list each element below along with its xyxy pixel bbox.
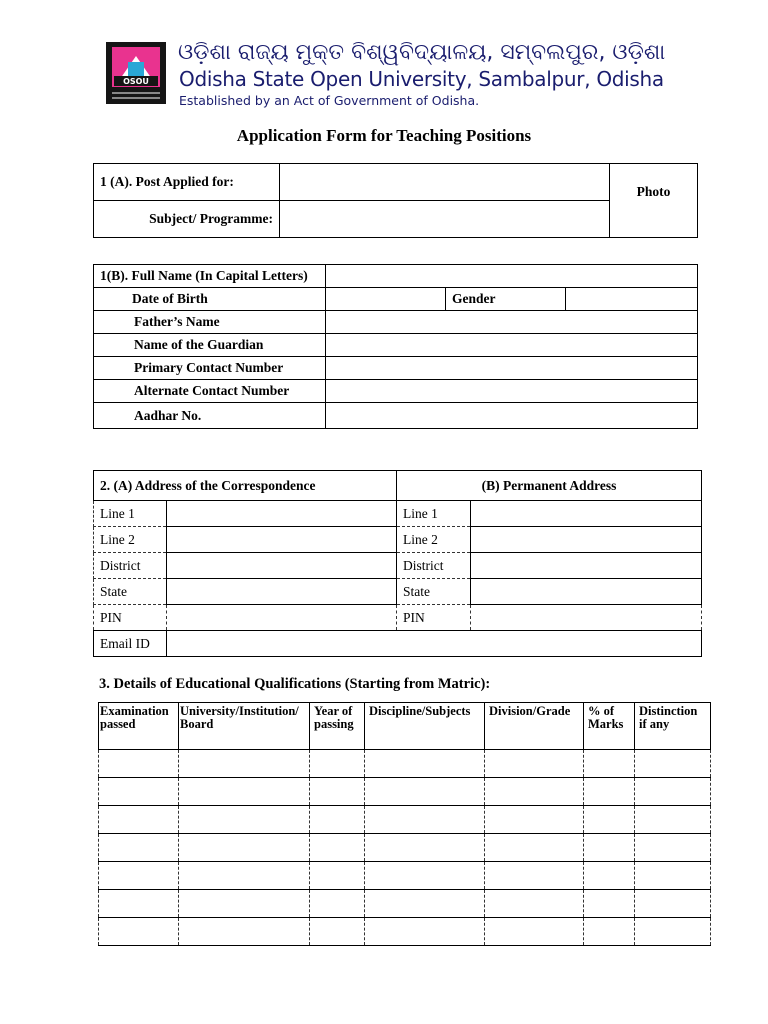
table-row [99,750,711,778]
table-row [99,778,711,806]
col-percent-marks: % of Marks [584,703,635,750]
full-name-label: 1(B). Full Name (In Capital Letters) [94,265,326,288]
perm-pin-field[interactable] [471,605,702,631]
perm-state-label: State [397,579,471,605]
table-row [99,806,711,834]
table-cell[interactable] [485,890,584,918]
personal-details-table [93,264,698,429]
university-established-line: Established by an Act of Government of Odisha. [179,93,480,108]
perm-line1-label: Line 1 [397,501,471,527]
table-cell[interactable] [635,862,711,890]
father-name-label: Father’s Name [94,311,326,334]
corr-district-field[interactable] [167,553,397,579]
gender-field[interactable] [566,288,698,311]
perm-line2-field[interactable] [471,527,702,553]
post-applied-table [93,163,698,238]
aadhar-label: Aadhar No. [94,403,326,429]
col-division-grade: Division/Grade [485,703,584,750]
table-cell[interactable] [365,918,485,946]
perm-district-label: District [397,553,471,579]
address-table [93,470,702,657]
corr-line2-field[interactable] [167,527,397,553]
perm-pin-label: PIN [397,605,471,631]
table-cell[interactable] [179,806,310,834]
table-row [99,834,711,862]
gender-label: Gender [446,288,566,311]
svg-text:OSOU: OSOU [123,77,149,86]
table-row [99,862,711,890]
table-cell[interactable] [179,890,310,918]
table-cell[interactable] [485,750,584,778]
table-cell[interactable] [584,862,635,890]
primary-contact-label: Primary Contact Number [94,357,326,380]
university-name-odia: ଓଡ଼ିଶା ରାଜ୍ୟ ମୁକ୍ତ ବିଶ୍ୱବିଦ୍ୟାଳୟ, ସମ୍ବଲପୁର, ଓଡ଼ିଶା [178,40,666,65]
table-cell[interactable] [635,918,711,946]
full-name-field[interactable] [326,265,698,288]
dob-field[interactable] [326,288,446,311]
table-cell[interactable] [179,862,310,890]
table-cell[interactable] [584,890,635,918]
subject-programme-field[interactable] [280,201,610,238]
permanent-address-heading: (B) Permanent Address [397,471,702,501]
col-distinction: Distinction if any [635,703,711,750]
table-cell[interactable] [485,918,584,946]
email-label: Email ID [94,631,167,657]
guardian-name-label: Name of the Guardian [94,334,326,357]
alternate-contact-label: Alternate Contact Number [94,380,326,403]
col-year-of-passing: Year of passing [310,703,365,750]
table-cell[interactable] [310,890,365,918]
table-cell[interactable] [485,806,584,834]
aadhar-field[interactable] [326,403,698,429]
table-cell[interactable] [635,778,711,806]
table-cell[interactable] [179,778,310,806]
table-cell[interactable] [584,778,635,806]
table-cell[interactable] [365,834,485,862]
table-row [99,890,711,918]
table-cell[interactable] [179,750,310,778]
table-cell[interactable] [635,890,711,918]
corr-state-label: State [94,579,167,605]
correspondence-address-heading: 2. (A) Address of the Correspondence [94,471,397,501]
table-cell[interactable] [365,890,485,918]
col-university: University/Institution/ Board [179,703,310,750]
table-cell[interactable] [310,862,365,890]
table-cell[interactable] [635,806,711,834]
table-cell[interactable] [485,778,584,806]
table-cell[interactable] [485,862,584,890]
perm-line1-field[interactable] [471,501,702,527]
table-cell[interactable] [310,778,365,806]
photo-label: Photo [636,184,671,199]
table-cell[interactable] [365,778,485,806]
alternate-contact-field[interactable] [326,380,698,403]
perm-state-field[interactable] [471,579,702,605]
post-applied-label: 1 (A). Post Applied for: [94,164,280,201]
perm-line2-label: Line 2 [397,527,471,553]
table-cell[interactable] [99,862,179,890]
table-cell[interactable] [365,806,485,834]
university-logo [106,42,166,104]
table-cell[interactable] [635,750,711,778]
col-examination-passed: Examination passed [99,703,179,750]
table-cell[interactable] [584,750,635,778]
perm-district-field[interactable] [471,553,702,579]
form-title: Application Form for Teaching Positions [236,126,532,145]
guardian-name-field[interactable] [326,334,698,357]
subject-programme-label: Subject/ Programme: [94,201,280,238]
table-cell[interactable] [310,750,365,778]
photo-box[interactable] [610,164,698,238]
email-field[interactable] [167,631,702,657]
table-cell[interactable] [310,918,365,946]
father-name-field[interactable] [326,311,698,334]
table-cell[interactable] [485,834,584,862]
table-cell[interactable] [99,918,179,946]
education-table [98,702,711,946]
table-cell[interactable] [99,778,179,806]
corr-district-label: District [94,553,167,579]
table-row [99,918,711,946]
table-cell[interactable] [99,806,179,834]
table-cell[interactable] [99,890,179,918]
post-applied-field[interactable] [280,164,610,201]
table-cell[interactable] [99,834,179,862]
corr-pin-label: PIN [94,605,167,631]
table-cell[interactable] [179,834,310,862]
table-cell[interactable] [635,834,711,862]
dob-label: Date of Birth [94,288,326,311]
corr-pin-field[interactable] [167,605,397,631]
corr-line1-label: Line 1 [94,501,167,527]
corr-line2-label: Line 2 [94,527,167,553]
table-cell[interactable] [584,834,635,862]
table-cell[interactable] [584,806,635,834]
table-cell[interactable] [99,750,179,778]
corr-line1-field[interactable] [167,501,397,527]
university-name-english: Odisha State Open University, Sambalpur, Odisha [179,67,664,91]
primary-contact-field[interactable] [326,357,698,380]
table-cell[interactable] [584,918,635,946]
table-cell[interactable] [310,834,365,862]
table-cell[interactable] [365,750,485,778]
table-cell[interactable] [179,918,310,946]
table-cell[interactable] [310,806,365,834]
col-discipline: Discipline/Subjects [365,703,485,750]
education-section-title: 3. Details of Educational Qualifications (Starting from Matric): [99,676,491,692]
corr-state-field[interactable] [167,579,397,605]
table-cell[interactable] [365,862,485,890]
